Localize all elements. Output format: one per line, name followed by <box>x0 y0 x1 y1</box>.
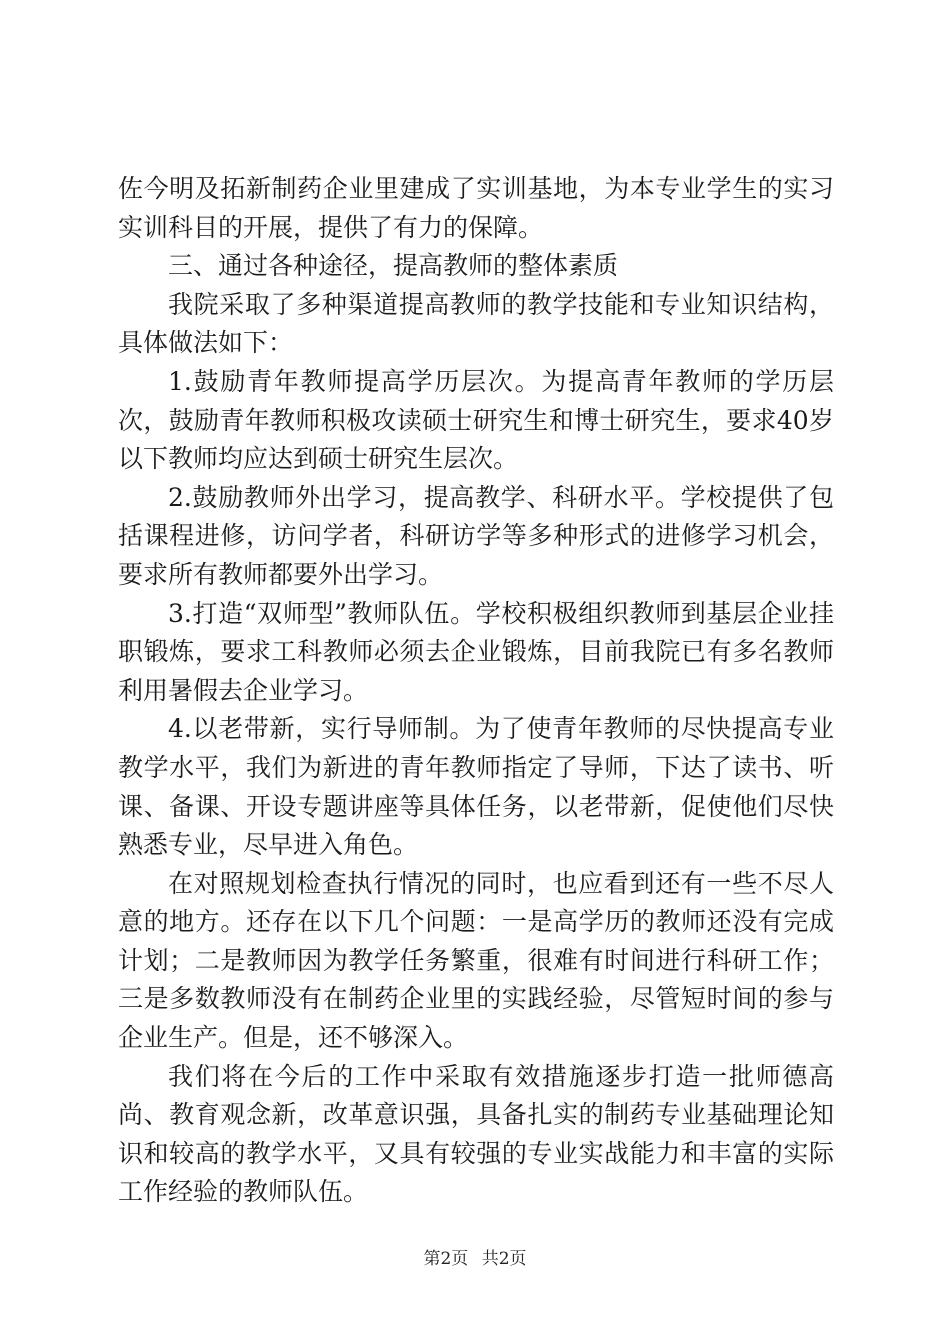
paragraph-1: 佐今明及拓新制药企业里建成了实训基地，为本专业学生的实习实训科目的开展，提供了有力的保障。 <box>118 174 834 242</box>
list-item-4: 4.以老带新，实行导师制。为了使青年教师的尽快提高专业教学水平，我们为新进的青年教师指定了导师，下达了读书、听课、备课、开设专题讲座等具体任务，以老带新，促使他们尽快熟悉专业，尽早进入角色。 <box>118 714 834 860</box>
paragraph-3: 我院采取了多种渠道提高教师的教学技能和专业知识结构，具体做法如下： <box>118 289 834 358</box>
page-number: 第2页 <box>423 1249 469 1269</box>
section-heading: 三、通过各种途径，提高教师的整体素质 <box>168 251 619 281</box>
list-item-1: 1.鼓励青年教师提高学历层次。为提高青年教师的学历层次，鼓励青年教师积极攻读硕士研究生和博士研究生，要求40岁以下教师均应达到硕士研究生层次。 <box>118 366 834 474</box>
paragraph-9: 我们将在今后的工作中采取有效措施逐步打造一批师德高尚、教育观念新，改革意识强，具备扎实的制药专业基础理论知识和较高的教学水平，又具有较强的专业实战能力和丰富的实际工作经验的教师队伍。 <box>118 1061 834 1207</box>
page-footer <box>0 1244 950 1269</box>
page-total: 共2页 <box>481 1249 527 1269</box>
list-item-2: 2.鼓励教师外出学习，提高教学、科研水平。学校提供了包括课程进修，访问学者，科研访学等多种形式的进修学习机会，要求所有教师都要外出学习。 <box>118 482 834 589</box>
paragraph-8: 在对照规划检查执行情况的同时，也应看到还有一些不尽人意的地方。还存在以下几个问题：一是高学历的教师还没有完成计划；二是教师因为教学任务繁重，很难有时间进行科研工作；三是多数教师没有在制药企业里的实践经验，尽管短时间的参与企业生产。但是，还不够深入。 <box>118 868 834 1053</box>
document-body <box>118 170 834 1212</box>
list-item-3: 3.打造“双师型”教师队伍。学校积极组织教师到基层企业挂职锻炼，要求工科教师必须去企业锻炼，目前我院已有多名教师利用暑假去企业学习。 <box>118 598 834 705</box>
